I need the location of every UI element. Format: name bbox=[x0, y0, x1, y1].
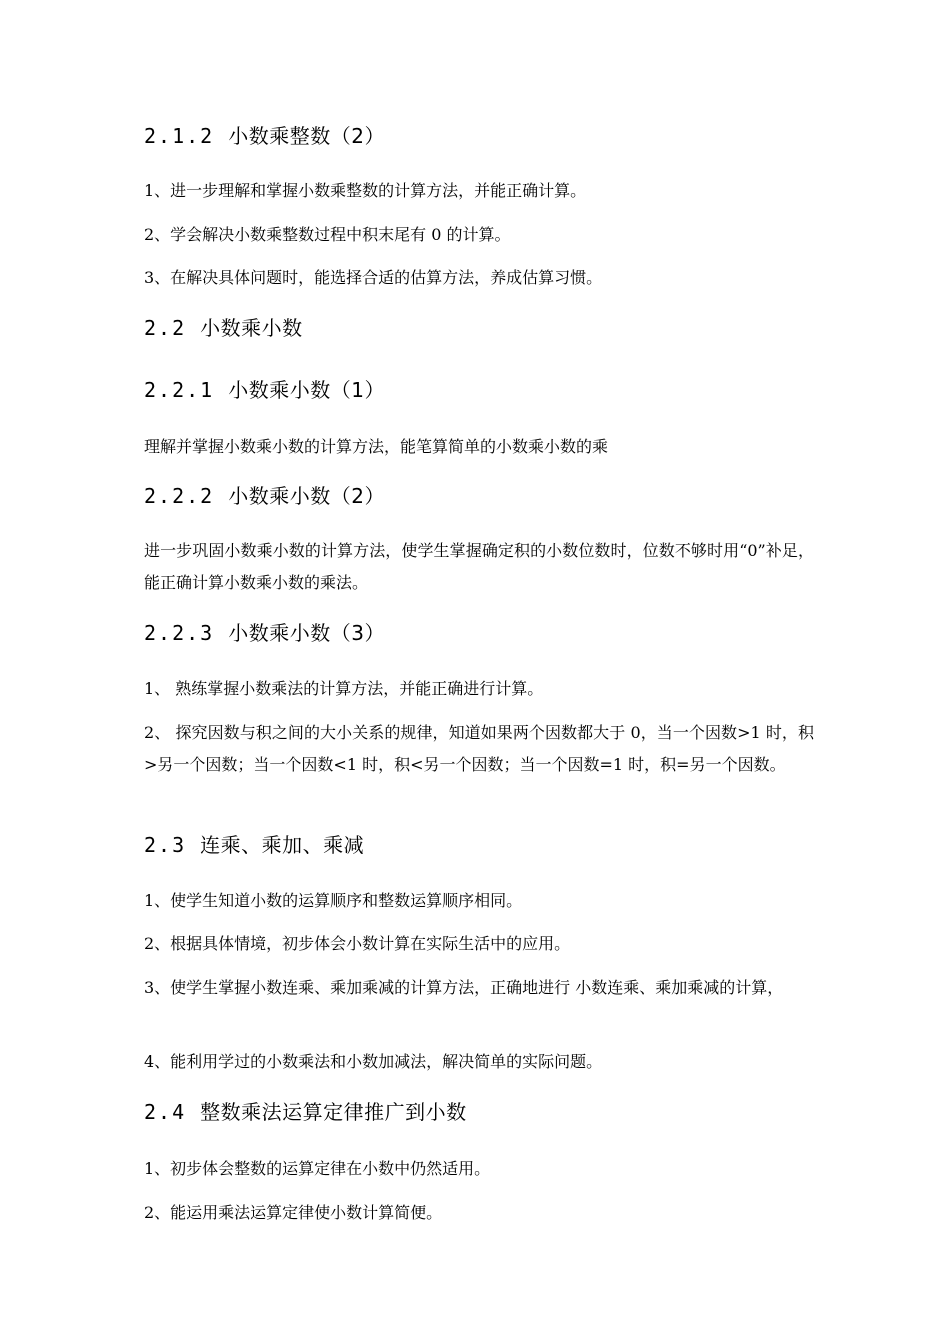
section-number: 2.2 bbox=[144, 316, 187, 340]
section-title: 整数乘法运算定律推广到小数 bbox=[200, 1100, 467, 1124]
section-number: 2.3 bbox=[144, 833, 187, 857]
paragraph: 进一步巩固小数乘小数的计算方法，使学生掌握确定积的小数位数时，位数不够时用“0”补足，能正确计算小数乘小数的乘法。 bbox=[144, 541, 814, 592]
section-title: 小数乘小数（3） bbox=[228, 621, 385, 645]
section-number: 2.4 bbox=[144, 1100, 187, 1124]
paragraph: 2、 探究因数与积之间的大小关系的规律，知道如果两个因数都大于 0，当一个因数>1 时，积>另一个因数；当一个因数<1 时，积<另一个因数；当一个因数=1 时，积=另一个因数。 bbox=[144, 723, 814, 774]
paragraph: 3、在解决具体问题时，能选择合适的估算方法，养成估算习惯。 bbox=[144, 268, 603, 287]
paragraph: 4、能利用学过的小数乘法和小数加减法，解决简单的实际问题。 bbox=[144, 1052, 603, 1071]
section-heading-2-2 bbox=[144, 314, 814, 342]
section-title: 小数乘小数（1） bbox=[228, 378, 385, 402]
section-heading-2-2-1 bbox=[144, 376, 814, 404]
paragraph: 1、使学生知道小数的运算顺序和整数运算顺序相同。 bbox=[144, 891, 523, 910]
paragraph: 2、能运用乘法运算定律使小数计算简便。 bbox=[144, 1203, 443, 1222]
section-title: 小数乘小数（2） bbox=[228, 484, 385, 508]
section-title: 小数乘小数 bbox=[200, 316, 303, 340]
paragraph: 理解并掌握小数乘小数的计算方法，能笔算简单的小数乘小数的乘 bbox=[144, 437, 609, 456]
section-title: 小数乘整数（2） bbox=[228, 124, 385, 148]
section-heading-2-3 bbox=[144, 831, 814, 859]
paragraph: 2、学会解决小数乘整数过程中积末尾有 0 的计算。 bbox=[144, 225, 511, 244]
paragraph: 3、使学生掌握小数连乘、乘加乘减的计算方法，正确地进行 小数连乘、乘加乘减的计算， bbox=[144, 978, 784, 997]
document-page bbox=[144, 0, 814, 1344]
section-heading-2-2-2 bbox=[144, 482, 814, 510]
section-title: 连乘、乘加、乘减 bbox=[200, 833, 365, 857]
section-heading-2-1-2 bbox=[144, 122, 814, 150]
section-heading-2-4 bbox=[144, 1098, 814, 1126]
section-number: 2.2.2 bbox=[144, 484, 215, 508]
section-heading-2-2-3 bbox=[144, 619, 814, 647]
paragraph: 2、根据具体情境，初步体会小数计算在实际生活中的应用。 bbox=[144, 934, 571, 953]
section-number: 2.2.1 bbox=[144, 378, 215, 402]
paragraph: 1、进一步理解和掌握小数乘整数的计算方法，并能正确计算。 bbox=[144, 181, 587, 200]
paragraph: 1、 熟练掌握小数乘法的计算方法，并能正确进行计算。 bbox=[144, 679, 544, 698]
section-number: 2.2.3 bbox=[144, 621, 215, 645]
section-number: 2.1.2 bbox=[144, 124, 215, 148]
paragraph: 1、初步体会整数的运算定律在小数中仍然适用。 bbox=[144, 1159, 491, 1178]
